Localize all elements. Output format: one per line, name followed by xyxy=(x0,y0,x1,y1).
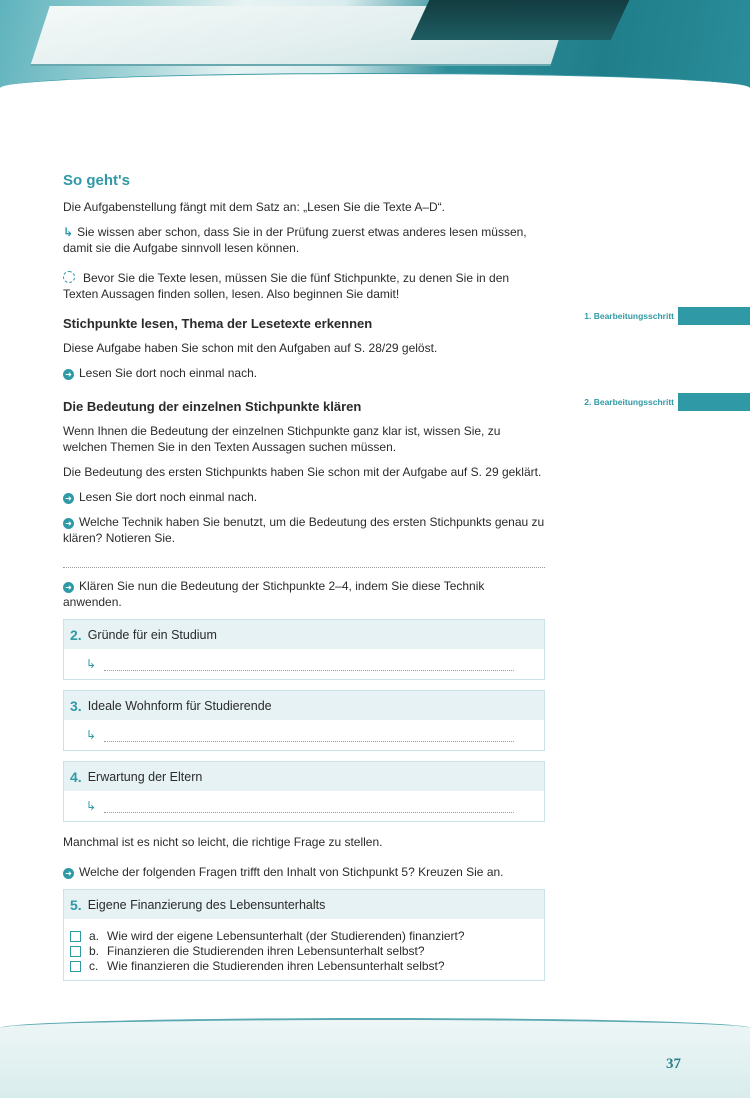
closing-text: Manchmal ist es nicht so leicht, die richtige Frage zu stellen. xyxy=(63,835,383,849)
box-label: Eigene Finanzierung des Lebensunterhalts xyxy=(87,897,326,912)
choice-text: Finanzieren die Studierenden ihren Lebensunterhalt selbst? xyxy=(107,944,425,958)
arrow-circle-icon: ➜ xyxy=(63,518,74,529)
hook-arrow-icon: ↳ xyxy=(86,657,97,671)
stichpunkt-box-4 xyxy=(63,761,545,822)
stichpunkt-box-2 xyxy=(63,619,545,680)
note-text: Sie wissen aber schon, dass Sie in der Prüfung zuerst etwas anderes lesen müssen, damit sie die Aufgabe sinnvoll lesen können. xyxy=(63,225,527,255)
main-content xyxy=(63,172,545,991)
side-label-step-1 xyxy=(562,307,750,325)
answer-line[interactable] xyxy=(104,658,514,671)
choice-letter: c. xyxy=(89,959,99,973)
section-2-title: Die Bedeutung der einzelnen Stichpunkte klären xyxy=(63,399,362,414)
side-label-bar xyxy=(678,393,750,411)
section-2-text-1: Wenn Ihnen die Bedeutung der einzelnen Stichpunkte ganz klar ist, wissen Sie, zu welchen Themen Sie in den Texten Aussagen suchen müssen. xyxy=(63,424,501,454)
choice-item xyxy=(70,929,538,944)
section-2-instruction-1 xyxy=(63,489,545,505)
box-answer-row xyxy=(64,720,544,750)
box-number: 5. xyxy=(70,896,82,913)
box-header xyxy=(64,620,544,649)
instruction-text: Welche Technik haben Sie benutzt, um die Bedeutung des ersten Stichpunkts genau zu klären? Notieren Sie. xyxy=(63,515,545,545)
heading-main: So geht's xyxy=(63,172,130,189)
choice-list xyxy=(64,919,544,980)
box-number: 2. xyxy=(70,626,82,643)
choice-text: Wie finanzieren die Studierenden ihren Lebensunterhalt selbst? xyxy=(107,959,445,973)
note-paragraph xyxy=(63,224,545,256)
box-label: Gründe für ein Studium xyxy=(87,627,217,642)
answer-line[interactable] xyxy=(63,555,545,568)
section-1-text: Diese Aufgabe haben Sie schon mit den Aufgaben auf S. 28/29 gelöst. xyxy=(63,341,438,355)
box-label: Erwartung der Eltern xyxy=(87,769,203,784)
box-number: 3. xyxy=(70,697,82,714)
tip-text: Bevor Sie die Texte lesen, müssen Sie die fünf Stichpunkte, zu denen Sie in den Texten Aussagen finden sollen, lesen. Also beginnen Sie damit! xyxy=(63,271,510,301)
tip-paragraph xyxy=(63,270,545,302)
footer-band xyxy=(0,1018,750,1098)
section-2-instruction-2 xyxy=(63,514,545,546)
tip-icon xyxy=(63,271,75,283)
arrow-circle-icon: ➜ xyxy=(63,369,74,380)
box-header xyxy=(64,890,544,919)
header-photo-band xyxy=(0,0,750,92)
stichpunkt-box-3 xyxy=(63,690,545,751)
side-label-step-2 xyxy=(562,393,750,411)
choice-letter: a. xyxy=(89,929,100,943)
hook-arrow-icon: ↳ xyxy=(63,225,74,239)
checkbox-b[interactable] xyxy=(70,946,81,957)
checkbox-c[interactable] xyxy=(70,961,81,972)
choice-text: Wie wird der eigene Lebensunterhalt (der Studierenden) finanziert? xyxy=(107,929,465,943)
instruction-text: Klären Sie nun die Bedeutung der Stichpunkte 2–4, indem Sie diese Technik anwenden. xyxy=(63,579,485,609)
side-label-bar xyxy=(678,307,750,325)
box-number: 4. xyxy=(70,768,82,785)
hook-arrow-icon: ↳ xyxy=(86,728,97,742)
arrow-circle-icon: ➜ xyxy=(63,868,74,879)
checkbox-a[interactable] xyxy=(70,931,81,942)
side-label-text: 1. Bearbeitungsschritt xyxy=(584,311,674,321)
section-2-instruction-3 xyxy=(63,578,545,610)
page-number: 37 xyxy=(666,1056,681,1072)
box-label: Ideale Wohnform für Studierende xyxy=(87,698,272,713)
choice-item xyxy=(70,944,538,959)
choice-item xyxy=(70,959,538,974)
instruction-text: Lesen Sie dort noch einmal nach. xyxy=(79,490,258,504)
instruction-text: Lesen Sie dort noch einmal nach. xyxy=(79,366,258,380)
section-2-text-2: Die Bedeutung des ersten Stichpunkts haben Sie schon mit der Aufgabe auf S. 29 geklärt. xyxy=(63,465,542,479)
answer-line[interactable] xyxy=(104,729,514,742)
section-1-instruction xyxy=(63,365,545,381)
hook-arrow-icon: ↳ xyxy=(86,799,97,813)
box-answer-row xyxy=(64,649,544,679)
choice-letter: b. xyxy=(89,944,100,958)
instruction-text: Welche der folgenden Fragen trifft den Inhalt von Stichpunkt 5? Kreuzen Sie an. xyxy=(79,865,504,879)
header-book-cover xyxy=(411,0,630,40)
question-instruction xyxy=(63,864,545,880)
arrow-circle-icon: ➜ xyxy=(63,493,74,504)
answer-line[interactable] xyxy=(104,800,514,813)
intro-text: Die Aufgabenstellung fängt mit dem Satz an: „Lesen Sie die Texte A–D“. xyxy=(63,200,446,214)
arrow-circle-icon: ➜ xyxy=(63,582,74,593)
side-label-text: 2. Bearbeitungsschritt xyxy=(584,397,674,407)
box-header xyxy=(64,762,544,791)
section-1-title: Stichpunkte lesen, Thema der Lesetexte erkennen xyxy=(63,316,373,331)
box-answer-row xyxy=(64,791,544,821)
stichpunkt-box-5 xyxy=(63,889,545,981)
box-header xyxy=(64,691,544,720)
